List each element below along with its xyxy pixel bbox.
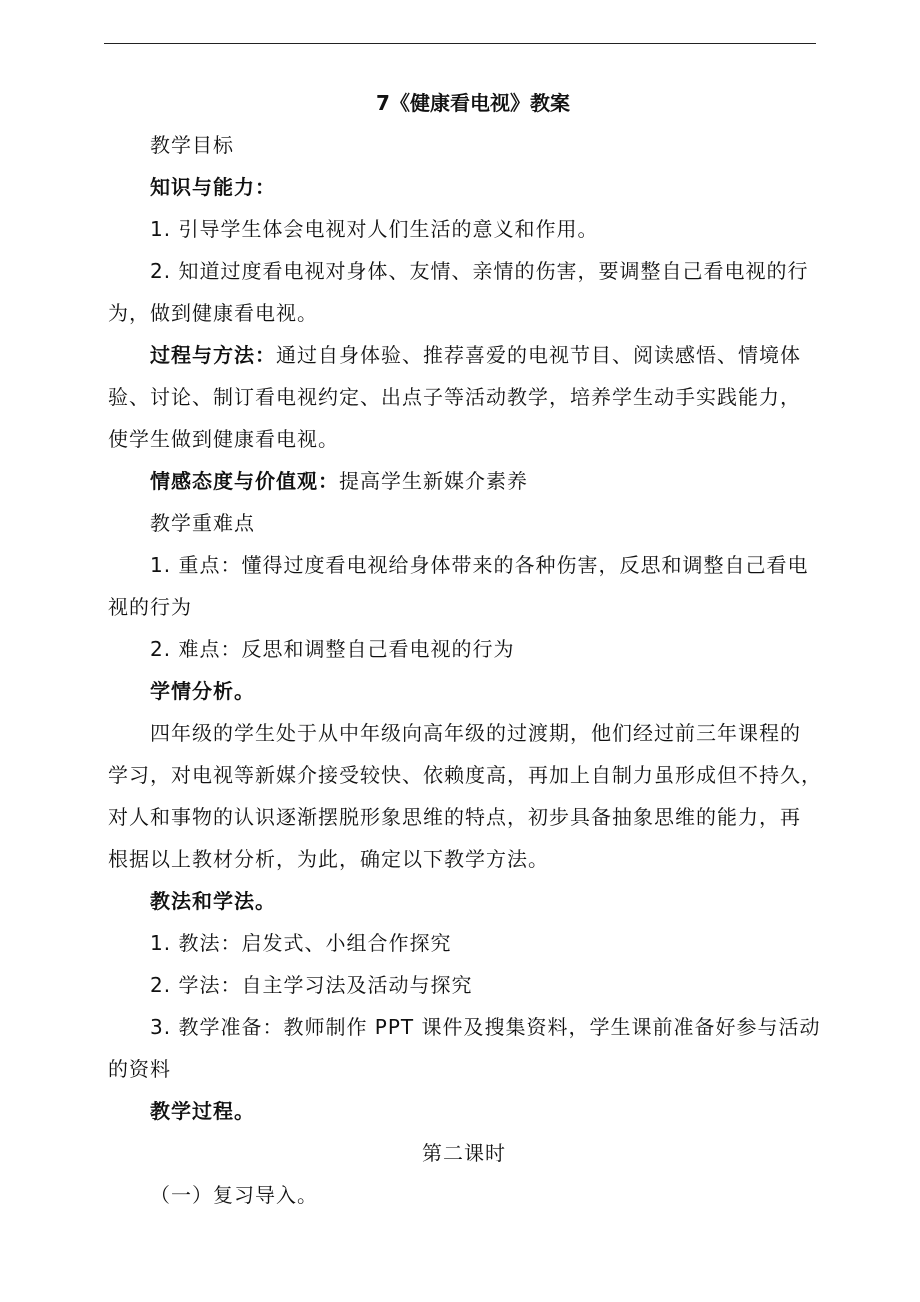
lesson-heading: 第二课时 [422, 1141, 506, 1165]
key-points-heading: 教学重难点 [150, 511, 255, 535]
document-body [108, 82, 820, 1216]
header-rule [104, 43, 816, 44]
section-1-heading: （一）复习导入。 [150, 1183, 318, 1207]
emotion-paragraph [108, 460, 820, 502]
emotion-label: 情感态度与价值观： [150, 469, 339, 493]
document-title: 7《健康看电视》教案 [376, 91, 570, 115]
key-point-1-line-2: 视的行为 [108, 595, 192, 619]
method-item-3-line-1: 3. 教学准备：教师制作 PPT 课件及搜集资料，学生课前准备好参与活动 [150, 1015, 821, 1039]
knowledge-ability-label: 知识与能力： [150, 175, 276, 199]
process-method-label: 过程与方法： [150, 343, 276, 367]
key-point-1-line-1: 1. 重点：懂得过度看电视给身体带来的各种伤害，反思和调整自己看电 [150, 553, 809, 577]
analysis-line-1: 四年级的学生处于从中年级向高年级的过渡期，他们经过前三年课程的 [150, 721, 801, 745]
process-method-text: 通过自身体验、推荐喜爱的电视节目、阅读感悟、情境体 [276, 343, 801, 367]
analysis-line-2: 学习，对电视等新媒介接受较快、依赖度高，再加上自制力虽形成但不持久， [108, 763, 822, 787]
teaching-goals-heading: 教学目标 [150, 133, 234, 157]
analysis-line-4: 根据以上教材分析，为此，确定以下教学方法。 [108, 847, 549, 871]
knowledge-item-2-line-1: 2. 知道过度看电视对身体、友情、亲情的伤害，要调整自己看电视的行 [150, 259, 809, 283]
emotion-text: 提高学生新媒介素养 [339, 469, 528, 493]
method-item-3-line-2: 的资料 [108, 1057, 171, 1081]
key-point-2: 2. 难点：反思和调整自己看电视的行为 [150, 637, 515, 661]
methods-heading: 教法和学法。 [150, 889, 276, 913]
knowledge-item-2-line-2: 为，做到健康看电视。 [108, 301, 318, 325]
process-method-line-3: 使学生做到健康看电视。 [108, 427, 339, 451]
method-item-2: 2. 学法：自主学习法及活动与探究 [150, 973, 473, 997]
method-item-1: 1. 教法：启发式、小组合作探究 [150, 931, 452, 955]
analysis-line-3: 对人和事物的认识逐渐摆脱形象思维的特点，初步具备抽象思维的能力，再 [108, 805, 801, 829]
process-method-line-2: 验、讨论、制订看电视约定、出点子等活动教学，培养学生动手实践能力， [108, 385, 801, 409]
analysis-heading: 学情分析。 [150, 679, 255, 703]
process-method-paragraph-line-1 [108, 334, 820, 376]
knowledge-item-1: 1. 引导学生体会电视对人们生活的意义和作用。 [150, 217, 599, 241]
teaching-process-heading: 教学过程。 [150, 1099, 255, 1123]
